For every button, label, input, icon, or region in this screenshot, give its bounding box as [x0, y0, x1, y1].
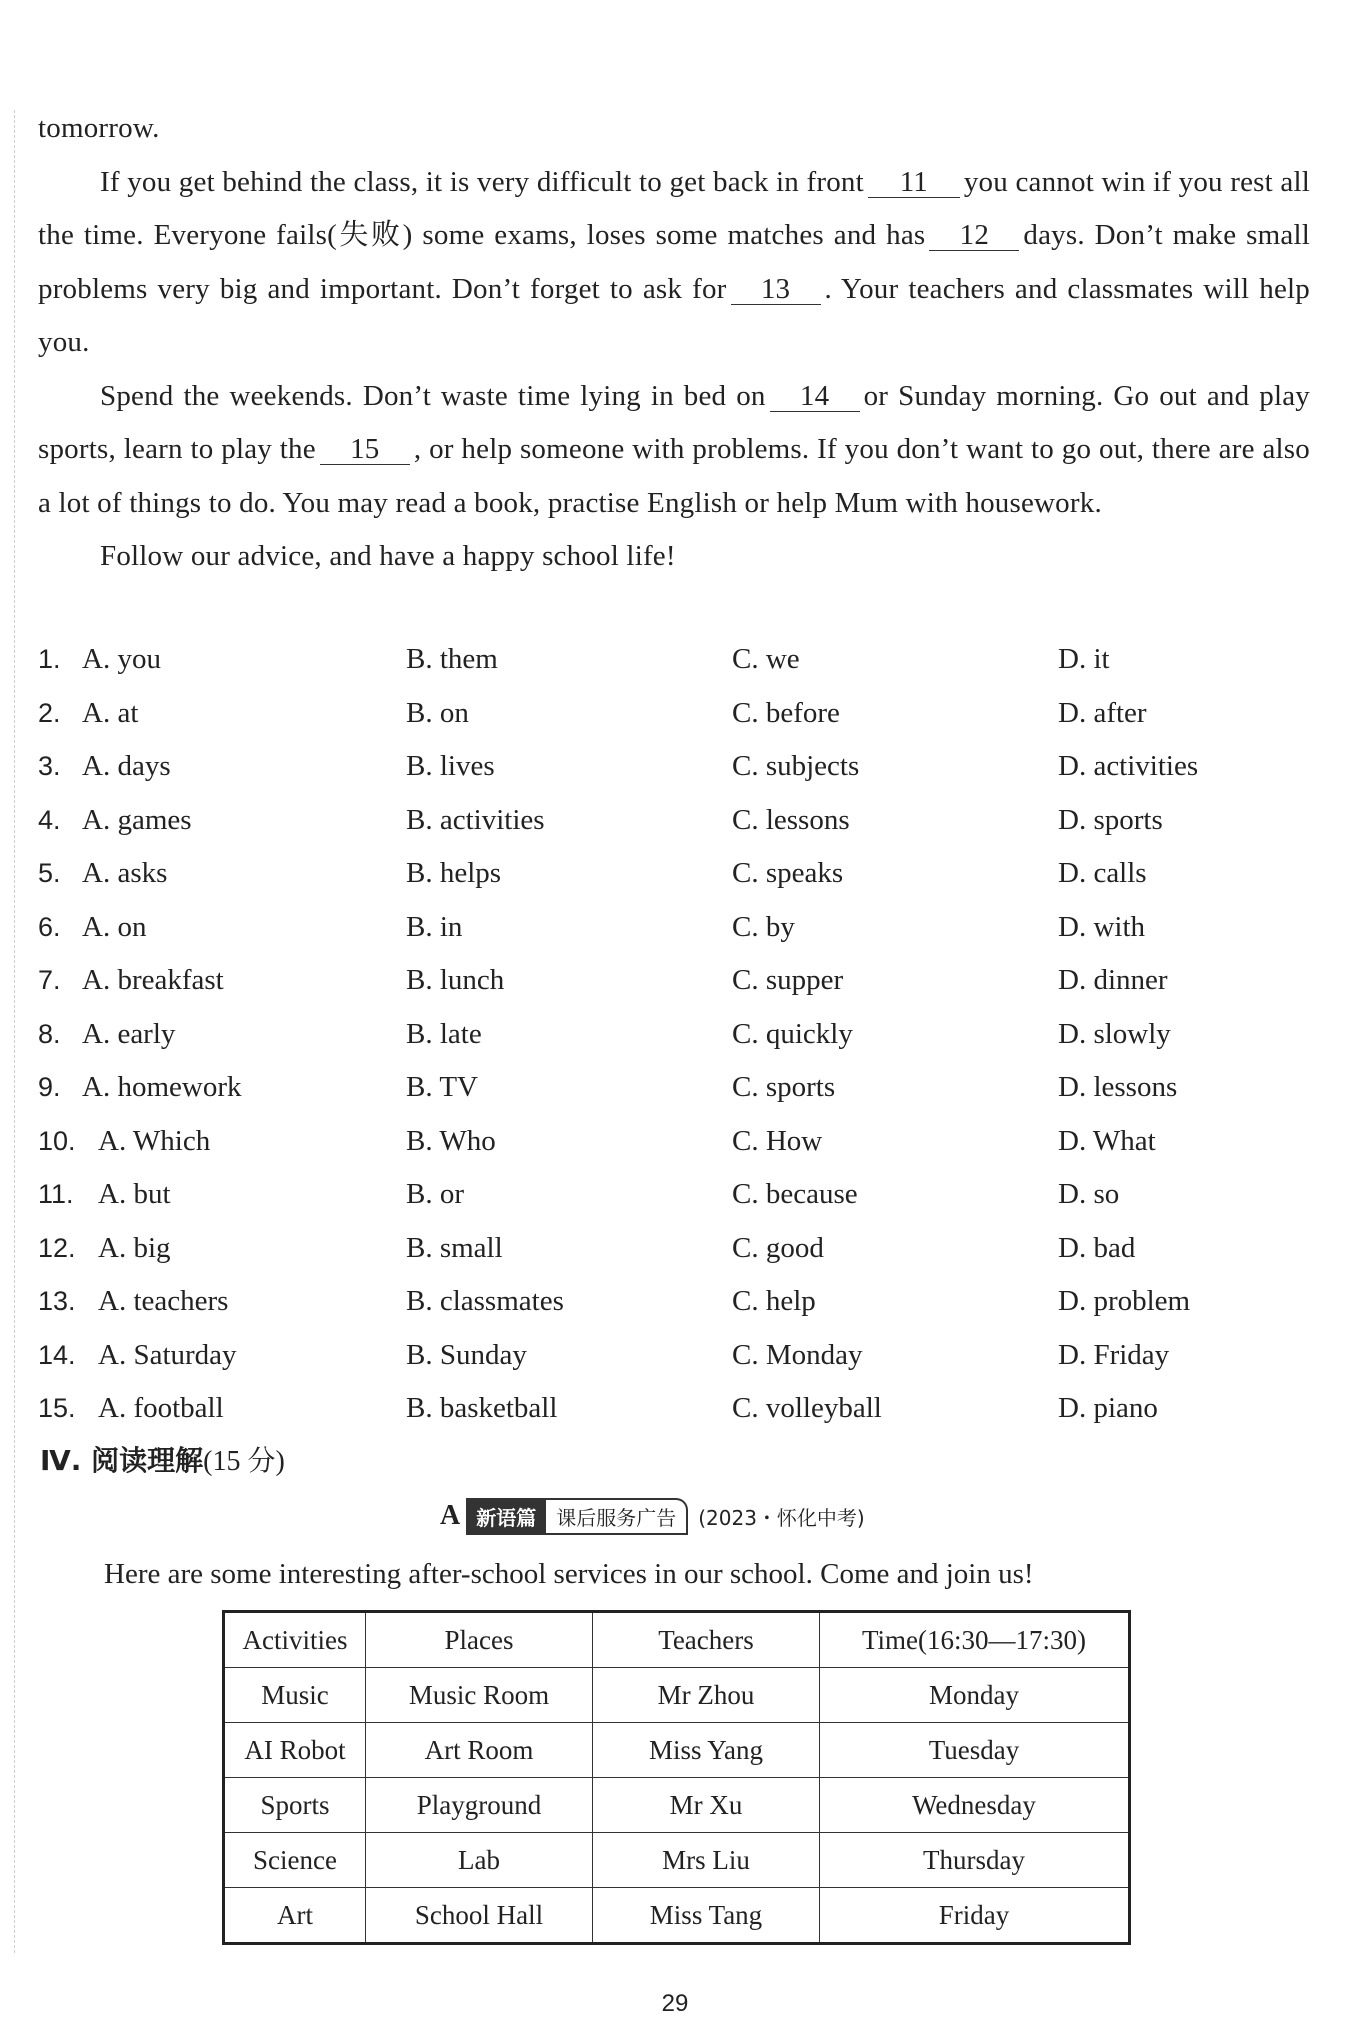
- option-b: B. small: [406, 1231, 503, 1264]
- blank-11: 11: [868, 167, 960, 198]
- option-d: D. problem: [1058, 1285, 1191, 1317]
- passage: [38, 102, 1310, 584]
- option-b: B. Sunday: [406, 1338, 527, 1371]
- table-cell: Friday: [820, 1888, 1130, 1944]
- option-d: D. What: [1058, 1124, 1156, 1157]
- section-heading: [40, 1441, 285, 1482]
- table-cell: Science: [224, 1833, 366, 1888]
- table-cell: Mrs Liu: [593, 1833, 820, 1888]
- option-b: B. on: [406, 696, 469, 729]
- question-row: [38, 954, 1310, 1008]
- choice-list: [38, 633, 1310, 1436]
- question-number: 8.: [38, 1018, 61, 1049]
- table-cell: Tuesday: [820, 1723, 1130, 1778]
- option-a: A. football: [98, 1392, 224, 1424]
- question-number: 13.: [38, 1286, 76, 1316]
- option-d: D. bad: [1058, 1231, 1136, 1264]
- table-cell: AI Robot: [224, 1723, 366, 1778]
- option-c: C. subjects: [732, 750, 860, 782]
- option-c: C. before: [732, 696, 840, 729]
- passage-line-tomorrow: tomorrow.: [38, 112, 160, 144]
- table-row: [224, 1723, 1130, 1778]
- question-row: [38, 1275, 1310, 1329]
- question-number: 1.: [38, 644, 61, 674]
- blank-13: 13: [731, 274, 821, 305]
- question-row: [38, 1222, 1310, 1276]
- option-c: C. lessons: [732, 803, 850, 836]
- option-b: B. Who: [406, 1124, 496, 1157]
- option-c: C. good: [732, 1231, 824, 1264]
- section-title: Ⅳ. 阅读理解: [40, 1444, 204, 1477]
- option-c: C. supper: [732, 964, 844, 996]
- table-header: Teachers: [593, 1612, 820, 1668]
- question-number: 7.: [38, 965, 61, 995]
- table-cell: Playground: [366, 1778, 593, 1833]
- table-cell: Miss Yang: [593, 1723, 820, 1778]
- table-header: Places: [366, 1612, 593, 1668]
- option-a: A. at: [82, 696, 139, 729]
- option-a: A. asks: [82, 857, 168, 889]
- option-a: A. you: [82, 643, 161, 675]
- option-c: C. speaks: [732, 857, 844, 889]
- question-number: 4.: [38, 804, 61, 835]
- question-number: 6.: [38, 911, 61, 942]
- table-cell: Sports: [224, 1778, 366, 1833]
- option-a: A. big: [98, 1231, 171, 1264]
- question-row: [38, 1329, 1310, 1383]
- table-row: [224, 1888, 1130, 1944]
- question-row: [38, 633, 1310, 687]
- option-d: D. dinner: [1058, 964, 1168, 996]
- table-cell: Art Room: [366, 1723, 593, 1778]
- question-number: 5.: [38, 858, 61, 888]
- question-row: [38, 1008, 1310, 1062]
- blank-14: 14: [770, 381, 860, 412]
- table-cell: Lab: [366, 1833, 593, 1888]
- table-cell: Monday: [820, 1668, 1130, 1723]
- option-a: A. Which: [98, 1124, 211, 1157]
- option-b: B. in: [406, 910, 463, 943]
- option-d: D. sports: [1058, 803, 1163, 836]
- option-c: C. How: [732, 1124, 823, 1157]
- question-number: 3.: [38, 751, 61, 781]
- table-cell: Music: [224, 1668, 366, 1723]
- option-c: C. by: [732, 910, 795, 943]
- question-row: [38, 1115, 1310, 1169]
- option-a: A. days: [82, 750, 171, 782]
- option-d: D. with: [1058, 910, 1145, 943]
- table-cell: School Hall: [366, 1888, 593, 1944]
- option-d: D. after: [1058, 696, 1147, 729]
- reading-intro: Here are some interesting after-school services in our school. Come and join us!: [104, 1558, 1034, 1590]
- passage-letter: A: [440, 1500, 461, 1531]
- question-number: 15.: [38, 1393, 76, 1423]
- question-number: 14.: [38, 1339, 76, 1370]
- blank-15: 15: [320, 434, 410, 465]
- table-cell: Thursday: [820, 1833, 1130, 1888]
- option-b: B. them: [406, 643, 498, 675]
- option-a: A. games: [82, 803, 192, 836]
- option-d: D. calls: [1058, 857, 1147, 889]
- option-b: B. lives: [406, 750, 495, 782]
- passage-paragraph-2: Spend the weekends. Don’t waste time lying in bed on 14 or Sunday morning. Go out and play sports, learn to play the 15 , or help someone with problems. If you don’t want to go out, there are also a lot of things to do. You may read a book, practise English or help Mum with housework.: [38, 379, 1311, 519]
- option-a: A. but: [98, 1178, 171, 1210]
- table-header: Activities: [224, 1612, 366, 1668]
- option-c: C. volleyball: [732, 1392, 882, 1424]
- option-c: C. Monday: [732, 1338, 863, 1371]
- option-c: C. because: [732, 1178, 858, 1210]
- question-row: [38, 687, 1310, 741]
- question-number: 12.: [38, 1232, 76, 1263]
- blank-12: 12: [929, 220, 1019, 251]
- question-row: [38, 1168, 1310, 1222]
- passage-paragraph-1: If you get behind the class, it is very difficult to get back in front 11 you cannot win if you rest all the time. Everyone fails(失败) some exams, loses some matches and has 12 days. Don’t make small problems very big and important. Don’t forget to ask for 13 . Your teachers and classmates will help you.: [38, 165, 1310, 358]
- question-row: [38, 794, 1310, 848]
- question-row: [38, 901, 1310, 955]
- option-b: B. activities: [406, 803, 545, 836]
- table-cell: Mr Zhou: [593, 1668, 820, 1723]
- table-cell: Wednesday: [820, 1778, 1130, 1833]
- option-d: D. Friday: [1058, 1338, 1170, 1371]
- passage-paragraph-3: Follow our advice, and have a happy school life!: [100, 540, 676, 572]
- passage-tag-new: 新语篇: [466, 1498, 546, 1535]
- question-row: [38, 847, 1310, 901]
- option-d: D. it: [1058, 643, 1110, 675]
- option-b: B. lunch: [406, 964, 505, 996]
- option-a: A. teachers: [98, 1285, 229, 1317]
- margin-guide: [14, 110, 15, 1953]
- option-b: B. TV: [406, 1071, 478, 1103]
- table-row: [224, 1778, 1130, 1833]
- option-d: D. so: [1058, 1178, 1120, 1210]
- option-a: A. early: [82, 1017, 176, 1050]
- table-row: [224, 1668, 1130, 1723]
- section-score: (15 分): [203, 1446, 285, 1477]
- option-d: D. activities: [1058, 750, 1199, 782]
- option-d: D. slowly: [1058, 1017, 1171, 1050]
- question-row: [38, 1061, 1310, 1115]
- passage-tag-type: 课后服务广告: [546, 1498, 688, 1535]
- table-header: Time(16:30—17:30): [820, 1612, 1130, 1668]
- option-b: B. basketball: [406, 1392, 558, 1424]
- table-row: [224, 1833, 1130, 1888]
- option-c: C. help: [732, 1285, 816, 1317]
- option-a: A. breakfast: [82, 964, 224, 996]
- table-cell: Mr Xu: [593, 1778, 820, 1833]
- option-d: D. lessons: [1058, 1071, 1178, 1103]
- question-number: 11.: [38, 1179, 74, 1209]
- option-c: C. quickly: [732, 1017, 853, 1050]
- option-a: A. Saturday: [98, 1338, 237, 1371]
- page-number: 29: [661, 1990, 689, 2017]
- option-b: B. or: [406, 1178, 464, 1210]
- table-cell: Art: [224, 1888, 366, 1944]
- option-d: D. piano: [1058, 1392, 1158, 1424]
- option-b: B. helps: [406, 857, 502, 889]
- question-row: [38, 740, 1310, 794]
- table-cell: Miss Tang: [593, 1888, 820, 1944]
- option-c: C. we: [732, 643, 800, 675]
- passage-banner: [440, 1498, 865, 1534]
- option-b: B. late: [406, 1017, 482, 1050]
- table-header-row: [224, 1612, 1130, 1668]
- option-c: C. sports: [732, 1071, 836, 1103]
- option-a: A. on: [82, 910, 147, 943]
- option-b: B. classmates: [406, 1285, 564, 1317]
- option-a: A. homework: [82, 1071, 242, 1103]
- question-row: [38, 1382, 1310, 1436]
- table-cell: Music Room: [366, 1668, 593, 1723]
- question-number: 2.: [38, 697, 61, 728]
- question-number: 9.: [38, 1072, 61, 1102]
- passage-source: (2023・怀化中考): [698, 1505, 865, 1530]
- services-table: [222, 1610, 1131, 1945]
- question-number: 10.: [38, 1125, 76, 1156]
